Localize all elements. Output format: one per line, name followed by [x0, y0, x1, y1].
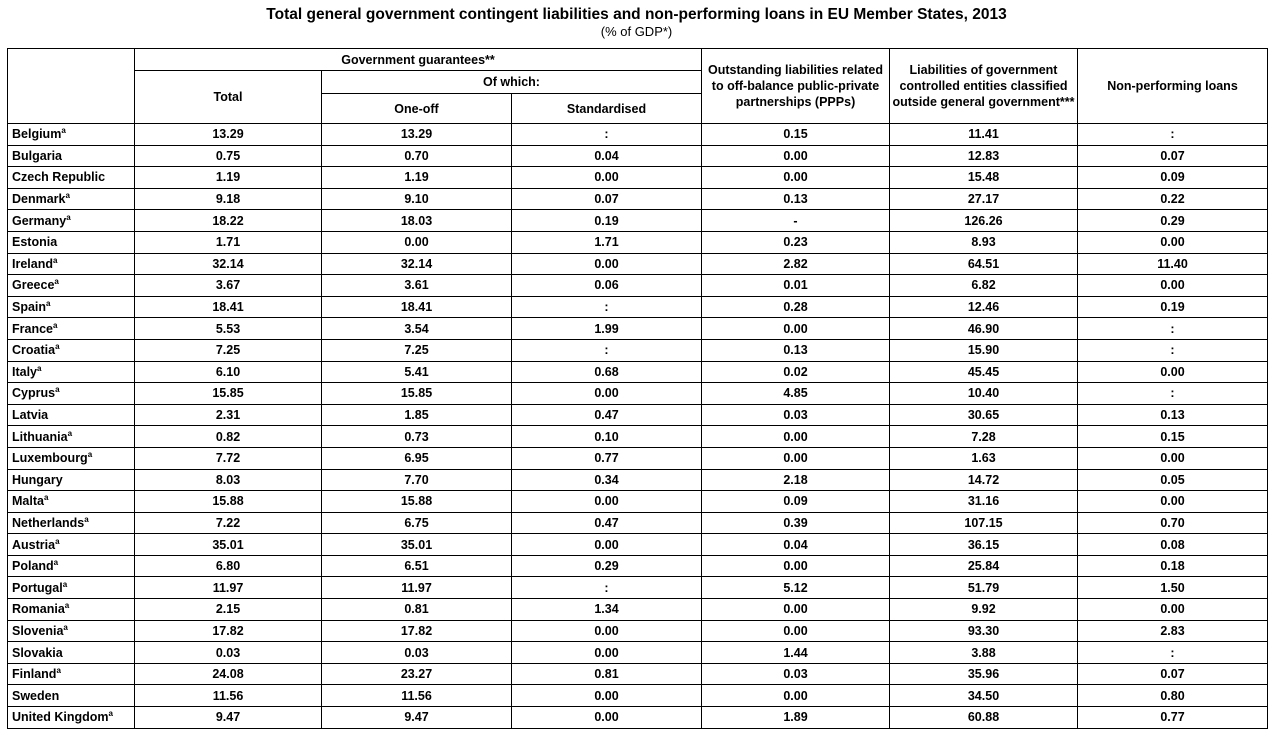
one-off-cell: 0.73 [322, 426, 512, 448]
standardised-cell: 0.47 [512, 404, 702, 426]
total-cell: 15.85 [135, 383, 322, 405]
total-cell: 35.01 [135, 534, 322, 556]
npl-cell: 1.50 [1078, 577, 1268, 599]
country-cell [8, 663, 135, 685]
footnote-marker: a [62, 579, 68, 589]
footnote-marker: a [37, 363, 42, 373]
table-header [8, 49, 1268, 124]
table-row [8, 404, 1268, 426]
npl-cell: 0.00 [1078, 275, 1268, 297]
total-cell: 11.56 [135, 685, 322, 707]
table-row [8, 512, 1268, 534]
government-guarantees-header: Government guarantees** [135, 49, 702, 71]
country-cell [8, 555, 135, 577]
table-row [8, 253, 1268, 275]
npl-cell: 0.00 [1078, 491, 1268, 513]
country-name: Latvia [12, 408, 49, 423]
one-off-cell: 23.27 [322, 663, 512, 685]
footnote-marker: a [55, 536, 60, 546]
country-name: Luxembourg [12, 451, 88, 466]
country-cell [8, 145, 135, 167]
ppp-cell: 0.13 [702, 339, 890, 361]
npl-cell: 0.00 [1078, 447, 1268, 469]
standardised-cell: 0.68 [512, 361, 702, 383]
standardised-cell: 0.00 [512, 383, 702, 405]
footnote-marker: a [84, 514, 89, 524]
total-cell: 17.82 [135, 620, 322, 642]
country-name: Netherlands [12, 515, 85, 530]
footnote-marker: a [64, 601, 70, 611]
one-off-cell: 15.88 [322, 491, 512, 513]
table-row [8, 318, 1268, 340]
total-cell: 0.75 [135, 145, 322, 167]
total-cell: 8.03 [135, 469, 322, 491]
total-cell: 9.47 [135, 707, 322, 729]
one-off-cell: 0.70 [322, 145, 512, 167]
country-name: Bulgaria [12, 148, 63, 163]
country-name: Romania [12, 602, 65, 617]
country-cell [8, 534, 135, 556]
country-cell [8, 275, 135, 297]
one-off-cell: 3.54 [322, 318, 512, 340]
controlled-entities-cell: 46.90 [890, 318, 1078, 340]
controlled-entities-cell: 11.41 [890, 124, 1078, 146]
country-name: Portugal [12, 580, 63, 595]
footnote-marker: a [43, 493, 49, 503]
npl-cell: 0.00 [1078, 361, 1268, 383]
country-name: Italy [12, 364, 38, 379]
table-row [8, 491, 1268, 513]
standardised-cell: 0.00 [512, 685, 702, 707]
standardised-cell: 1.34 [512, 599, 702, 621]
controlled-entities-cell: 93.30 [890, 620, 1078, 642]
total-cell: 7.22 [135, 512, 322, 534]
country-name: Estonia [12, 235, 58, 250]
country-cell [8, 404, 135, 426]
country-cell [8, 383, 135, 405]
one-off-cell: 0.03 [322, 642, 512, 664]
npl-cell: 0.05 [1078, 469, 1268, 491]
npl-cell: 0.18 [1078, 555, 1268, 577]
npl-cell: 0.09 [1078, 167, 1268, 189]
controlled-entities-cell: 51.79 [890, 577, 1078, 599]
total-cell: 0.03 [135, 642, 322, 664]
one-off-cell: 7.70 [322, 469, 512, 491]
ppp-cell: 0.28 [702, 296, 890, 318]
npl-cell: 0.77 [1078, 707, 1268, 729]
controlled-entities-cell: 14.72 [890, 469, 1078, 491]
total-cell: 5.53 [135, 318, 322, 340]
npl-cell: : [1078, 318, 1268, 340]
table-row [8, 426, 1268, 448]
standardised-cell: 0.81 [512, 663, 702, 685]
country-name: Spain [12, 300, 47, 315]
one-off-cell: 9.47 [322, 707, 512, 729]
ppp-cell: 1.89 [702, 707, 890, 729]
country-cell [8, 426, 135, 448]
ppp-cell: 0.03 [702, 663, 890, 685]
footnote-marker: a [56, 665, 61, 675]
footnote-marker: a [61, 126, 66, 136]
total-cell: 7.25 [135, 339, 322, 361]
table-row [8, 642, 1268, 664]
one-off-cell: 1.19 [322, 167, 512, 189]
country-name: Slovakia [12, 645, 63, 660]
standardised-cell: 0.00 [512, 620, 702, 642]
controlled-entities-cell: 35.96 [890, 663, 1078, 685]
country-name: Croatia [12, 343, 56, 358]
controlled-entities-cell: 34.50 [890, 685, 1078, 707]
country-name: Denmark [12, 192, 66, 207]
standardised-cell: 0.00 [512, 642, 702, 664]
ppp-cell: 0.00 [702, 426, 890, 448]
table-row [8, 534, 1268, 556]
controlled-entities-cell: 8.93 [890, 231, 1078, 253]
liabilities-table [7, 48, 1268, 729]
npl-cell: 0.07 [1078, 663, 1268, 685]
total-cell: 3.67 [135, 275, 322, 297]
npl-cell: 0.29 [1078, 210, 1268, 232]
controlled-entities-cell: 3.88 [890, 642, 1078, 664]
ppp-cell: 0.00 [702, 599, 890, 621]
controlled-entities-cell: 12.83 [890, 145, 1078, 167]
ppp-cell: 2.82 [702, 253, 890, 275]
npl-cell: 0.08 [1078, 534, 1268, 556]
total-cell: 1.19 [135, 167, 322, 189]
standardised-cell: : [512, 124, 702, 146]
standardised-cell: 0.00 [512, 253, 702, 275]
controlled-entities-cell: 27.17 [890, 188, 1078, 210]
table-row [8, 447, 1268, 469]
controlled-entities-cell: 7.28 [890, 426, 1078, 448]
one-off-cell: 0.81 [322, 599, 512, 621]
one-off-cell: 13.29 [322, 124, 512, 146]
npl-header: Non-performing loans [1078, 49, 1268, 124]
country-name: France [12, 321, 53, 336]
standardised-cell: 0.04 [512, 145, 702, 167]
npl-cell: 0.19 [1078, 296, 1268, 318]
total-cell: 9.18 [135, 188, 322, 210]
ppp-cell: 0.00 [702, 555, 890, 577]
standardised-cell: 0.19 [512, 210, 702, 232]
table-row [8, 383, 1268, 405]
controlled-entities-cell: 60.88 [890, 707, 1078, 729]
controlled-entities-cell: 15.48 [890, 167, 1078, 189]
ppp-cell: 0.39 [702, 512, 890, 534]
country-cell [8, 231, 135, 253]
ppp-cell: 0.01 [702, 275, 890, 297]
standardised-header: Standardised [512, 94, 702, 124]
npl-cell: : [1078, 339, 1268, 361]
standardised-cell: : [512, 577, 702, 599]
controlled-entities-cell: 64.51 [890, 253, 1078, 275]
npl-cell: 0.22 [1078, 188, 1268, 210]
controlled-entities-header: Liabilities of government controlled entities classified outside general government*** [890, 49, 1078, 124]
controlled-entities-cell: 12.46 [890, 296, 1078, 318]
table-row [8, 167, 1268, 189]
controlled-entities-cell: 6.82 [890, 275, 1078, 297]
npl-cell: 2.83 [1078, 620, 1268, 642]
total-cell: 18.41 [135, 296, 322, 318]
footnote-marker: a [55, 385, 60, 395]
total-cell: 13.29 [135, 124, 322, 146]
total-cell: 2.31 [135, 404, 322, 426]
country-cell [8, 599, 135, 621]
table-row [8, 296, 1268, 318]
table-row [8, 145, 1268, 167]
controlled-entities-cell: 36.15 [890, 534, 1078, 556]
standardised-cell: 0.06 [512, 275, 702, 297]
npl-cell: 0.07 [1078, 145, 1268, 167]
standardised-cell: : [512, 296, 702, 318]
standardised-cell: : [512, 339, 702, 361]
one-off-cell: 17.82 [322, 620, 512, 642]
one-off-cell: 11.56 [322, 685, 512, 707]
table-row [8, 555, 1268, 577]
footnote-marker: a [53, 255, 58, 265]
table-row [8, 231, 1268, 253]
table-row [8, 707, 1268, 729]
country-cell [8, 188, 135, 210]
footnote-marker: a [65, 190, 70, 200]
ppp-cell: 2.18 [702, 469, 890, 491]
country-cell [8, 253, 135, 275]
table-row [8, 210, 1268, 232]
standardised-cell: 1.71 [512, 231, 702, 253]
ppp-cell: 0.02 [702, 361, 890, 383]
country-name: United Kingdom [12, 710, 109, 725]
npl-cell: 0.13 [1078, 404, 1268, 426]
country-cell [8, 512, 135, 534]
standardised-cell: 0.00 [512, 534, 702, 556]
table-row [8, 124, 1268, 146]
controlled-entities-cell: 1.63 [890, 447, 1078, 469]
country-name: Greece [12, 278, 55, 293]
total-cell: 11.97 [135, 577, 322, 599]
npl-cell: : [1078, 383, 1268, 405]
country-cell [8, 447, 135, 469]
ppp-cell: 0.00 [702, 620, 890, 642]
country-cell [8, 577, 135, 599]
standardised-cell: 0.00 [512, 167, 702, 189]
ppp-cell: 0.03 [702, 404, 890, 426]
npl-cell: : [1078, 124, 1268, 146]
standardised-cell: 0.10 [512, 426, 702, 448]
one-off-cell: 18.03 [322, 210, 512, 232]
ppp-header: Outstanding liabilities related to off-balance public-private partnerships (PPPs) [702, 49, 890, 124]
country-cell [8, 296, 135, 318]
standardised-cell: 0.00 [512, 491, 702, 513]
npl-cell: 0.80 [1078, 685, 1268, 707]
table-row [8, 599, 1268, 621]
country-name: Belgium [12, 127, 62, 142]
country-cell [8, 210, 135, 232]
controlled-entities-cell: 126.26 [890, 210, 1078, 232]
footnote-marker: a [87, 450, 93, 460]
total-cell: 18.22 [135, 210, 322, 232]
ppp-cell: 0.00 [702, 145, 890, 167]
total-cell: 6.80 [135, 555, 322, 577]
total-cell: 2.15 [135, 599, 322, 621]
npl-cell: 0.70 [1078, 512, 1268, 534]
country-cell [8, 318, 135, 340]
one-off-cell: 35.01 [322, 534, 512, 556]
country-cell [8, 491, 135, 513]
controlled-entities-cell: 107.15 [890, 512, 1078, 534]
controlled-entities-cell: 30.65 [890, 404, 1078, 426]
table-row [8, 188, 1268, 210]
table-row [8, 620, 1268, 642]
controlled-entities-cell: 45.45 [890, 361, 1078, 383]
standardised-cell: 0.34 [512, 469, 702, 491]
page-title: Total general government contingent liabilities and non-performing loans in EU Member States, 2013 [266, 6, 1007, 23]
table-row [8, 469, 1268, 491]
npl-cell: 11.40 [1078, 253, 1268, 275]
country-name: Lithuania [12, 429, 68, 444]
country-cell [8, 620, 135, 642]
one-off-cell: 0.00 [322, 231, 512, 253]
of-which-header: Of which: [322, 71, 702, 94]
one-off-cell: 9.10 [322, 188, 512, 210]
one-off-cell: 32.14 [322, 253, 512, 275]
total-cell: 24.08 [135, 663, 322, 685]
country-name: Cyprus [12, 386, 56, 401]
footnote-marker: a [53, 558, 59, 568]
standardised-cell: 0.07 [512, 188, 702, 210]
controlled-entities-cell: 10.40 [890, 383, 1078, 405]
ppp-cell: 0.00 [702, 318, 890, 340]
country-name: Hungary [12, 472, 63, 487]
country-name: Slovenia [12, 623, 64, 638]
country-cell [8, 167, 135, 189]
total-cell: 15.88 [135, 491, 322, 513]
controlled-entities-cell: 9.92 [890, 599, 1078, 621]
country-name: Ireland [12, 256, 53, 271]
standardised-cell: 0.00 [512, 707, 702, 729]
ppp-cell: 1.44 [702, 642, 890, 664]
country-name: Finland [12, 667, 57, 682]
total-cell: 7.72 [135, 447, 322, 469]
total-header: Total [135, 71, 322, 124]
ppp-cell: 0.13 [702, 188, 890, 210]
country-name: Germany [12, 213, 67, 228]
table-row [8, 361, 1268, 383]
ppp-cell: 0.09 [702, 491, 890, 513]
controlled-entities-cell: 25.84 [890, 555, 1078, 577]
one-off-header: One-off [322, 94, 512, 124]
table-row [8, 685, 1268, 707]
page-subtitle: (% of GDP*) [600, 24, 673, 39]
controlled-entities-cell: 15.90 [890, 339, 1078, 361]
npl-cell: 0.00 [1078, 231, 1268, 253]
footnote-marker: a [53, 320, 58, 330]
one-off-cell: 6.95 [322, 447, 512, 469]
country-header [8, 49, 135, 124]
ppp-cell: 4.85 [702, 383, 890, 405]
npl-cell: : [1078, 642, 1268, 664]
country-cell [8, 707, 135, 729]
total-cell: 6.10 [135, 361, 322, 383]
standardised-cell: 0.77 [512, 447, 702, 469]
one-off-cell: 11.97 [322, 577, 512, 599]
ppp-cell: 0.15 [702, 124, 890, 146]
standardised-cell: 0.29 [512, 555, 702, 577]
country-name: Czech Republic [12, 170, 106, 185]
country-cell [8, 124, 135, 146]
controlled-entities-cell: 31.16 [890, 491, 1078, 513]
country-cell [8, 339, 135, 361]
one-off-cell: 7.25 [322, 339, 512, 361]
footnote-marker: a [67, 428, 73, 438]
country-name: Austria [12, 537, 56, 552]
total-cell: 1.71 [135, 231, 322, 253]
ppp-cell: 0.23 [702, 231, 890, 253]
table-row [8, 663, 1268, 685]
table-row [8, 577, 1268, 599]
npl-cell: 0.00 [1078, 599, 1268, 621]
country-name: Sweden [12, 688, 60, 703]
total-cell: 32.14 [135, 253, 322, 275]
country-name: Poland [12, 559, 54, 574]
ppp-cell: 0.00 [702, 447, 890, 469]
footnote-marker: a [63, 622, 68, 632]
ppp-cell: 0.00 [702, 167, 890, 189]
country-cell [8, 685, 135, 707]
ppp-cell: 5.12 [702, 577, 890, 599]
table-row [8, 339, 1268, 361]
npl-cell: 0.15 [1078, 426, 1268, 448]
footnote-marker: a [66, 212, 71, 222]
one-off-cell: 5.41 [322, 361, 512, 383]
one-off-cell: 6.51 [322, 555, 512, 577]
country-cell [8, 469, 135, 491]
country-cell [8, 642, 135, 664]
standardised-cell: 0.47 [512, 512, 702, 534]
footnote-marker: a [46, 298, 51, 308]
footnote-marker: a [54, 277, 59, 287]
ppp-cell: 0.04 [702, 534, 890, 556]
footnote-marker: a [55, 342, 60, 352]
ppp-cell: - [702, 210, 890, 232]
country-cell [8, 361, 135, 383]
one-off-cell: 3.61 [322, 275, 512, 297]
footnote-marker: a [108, 709, 113, 719]
table-body [8, 124, 1268, 729]
one-off-cell: 15.85 [322, 383, 512, 405]
total-cell: 0.82 [135, 426, 322, 448]
one-off-cell: 18.41 [322, 296, 512, 318]
country-name: Malta [12, 494, 44, 509]
table-row [8, 275, 1268, 297]
standardised-cell: 1.99 [512, 318, 702, 340]
ppp-cell: 0.00 [702, 685, 890, 707]
one-off-cell: 6.75 [322, 512, 512, 534]
one-off-cell: 1.85 [322, 404, 512, 426]
